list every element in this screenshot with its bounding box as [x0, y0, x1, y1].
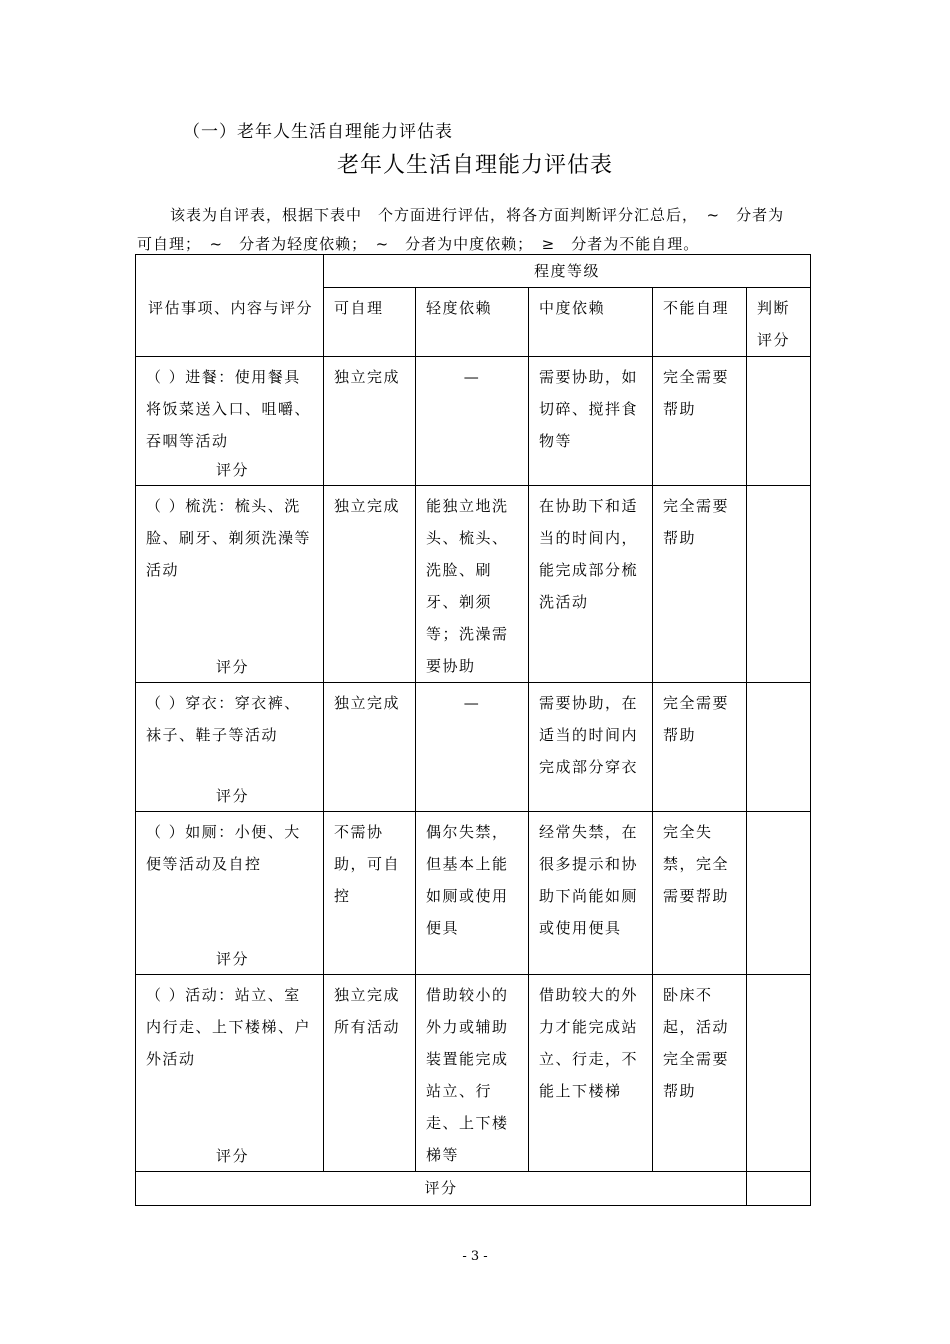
cell-unable: 完全需要帮助 — [653, 683, 747, 812]
item-cell — [136, 357, 324, 486]
page-number: - 3 - — [462, 1249, 488, 1264]
item-description: （ ）活动：站立、室内行走、上下楼梯、户外活动 — [146, 986, 312, 1068]
judge-score-header: 判断评分 — [747, 288, 811, 357]
item-description: （ ）进餐：使用餐具将饭菜送入口、咀嚼、吞咽等活动 — [146, 368, 312, 450]
item-cell — [136, 486, 324, 683]
cell-self-care: 独立完成 — [324, 683, 416, 812]
cell-mild: — — [416, 357, 529, 486]
total-score-cell[interactable] — [747, 1172, 811, 1206]
table-row — [136, 975, 811, 1172]
cell-unable: 完全失禁，完全需要帮助 — [653, 812, 747, 975]
total-score-label: 评分 — [136, 1172, 747, 1206]
grade-header: 程度等级 — [324, 255, 811, 288]
item-header: 评估事项、内容与评分 — [136, 255, 324, 357]
item-score-label: 评分 — [216, 658, 250, 676]
intro-line-1: 该表为自评表，根据下表中 个方面进行评估，将各方面判断评分汇总后， ~ 分者为 — [170, 206, 785, 224]
table-row — [136, 486, 811, 683]
cell-mild: — — [416, 683, 529, 812]
item-cell — [136, 683, 324, 812]
column-header-mild: 轻度依赖 — [416, 288, 529, 357]
cell-mild: 借助较小的外力或辅助装置能完成站立、行走、上下楼梯等 — [416, 975, 529, 1172]
cell-moderate: 经常失禁，在很多提示和协助下尚能如厕或使用便具 — [529, 812, 653, 975]
cell-moderate: 需要协助，如切碎、搅拌食物等 — [529, 357, 653, 486]
judge-score-cell[interactable] — [747, 975, 811, 1172]
item-score-label: 评分 — [216, 950, 250, 968]
item-description: （ ）如厕：小便、大便等活动及自控 — [146, 823, 301, 873]
cell-moderate: 借助较大的外力才能完成站立、行走，不能上下楼梯 — [529, 975, 653, 1172]
table-row — [136, 357, 811, 486]
table-row — [136, 683, 811, 812]
column-header-unable: 不能自理 — [653, 288, 747, 357]
cell-unable: 完全需要帮助 — [653, 486, 747, 683]
judge-score-cell[interactable] — [747, 812, 811, 975]
cell-moderate: 在协助下和适当的时间内，能完成部分梳洗活动 — [529, 486, 653, 683]
cell-mild: 偶尔失禁，但基本上能如厕或使用便具 — [416, 812, 529, 975]
cell-mild: 能独立地洗头、梳头、洗脸、刷牙、剃须等；洗澡需要协助 — [416, 486, 529, 683]
column-header-moderate: 中度依赖 — [529, 288, 653, 357]
total-row — [136, 1172, 811, 1206]
document-title: 老年人生活自理能力评估表 — [336, 153, 613, 178]
cell-self-care: 独立完成所有活动 — [324, 975, 416, 1172]
cell-self-care: 独立完成 — [324, 486, 416, 683]
item-score-label: 评分 — [216, 461, 250, 479]
item-cell — [136, 975, 324, 1172]
item-description: （ ）穿衣：穿衣裤、袜子、鞋子等活动 — [146, 694, 301, 744]
section-heading: （一）老年人生活自理能力评估表 — [183, 122, 453, 142]
evaluation-table — [135, 254, 811, 1206]
item-cell — [136, 812, 324, 975]
intro-line-2: 可自理； ~ 分者为轻度依赖； ~ 分者为中度依赖； ≥ 分者为不能自理。 — [137, 235, 700, 253]
item-score-label: 评分 — [216, 1147, 250, 1165]
table-row — [136, 812, 811, 975]
intro-paragraph — [137, 201, 817, 259]
cell-unable: 卧床不起，活动完全需要帮助 — [653, 975, 747, 1172]
column-header-self-care: 可自理 — [324, 288, 416, 357]
cell-self-care: 独立完成 — [324, 357, 416, 486]
judge-score-cell[interactable] — [747, 357, 811, 486]
cell-unable: 完全需要帮助 — [653, 357, 747, 486]
cell-moderate: 需要协助，在适当的时间内完成部分穿衣 — [529, 683, 653, 812]
cell-self-care: 不需协助，可自控 — [324, 812, 416, 975]
item-score-label: 评分 — [216, 787, 250, 805]
judge-score-cell[interactable] — [747, 486, 811, 683]
judge-score-cell[interactable] — [747, 683, 811, 812]
item-description: （ ）梳洗：梳头、洗脸、刷牙、剃须洗澡等活动 — [146, 497, 312, 579]
